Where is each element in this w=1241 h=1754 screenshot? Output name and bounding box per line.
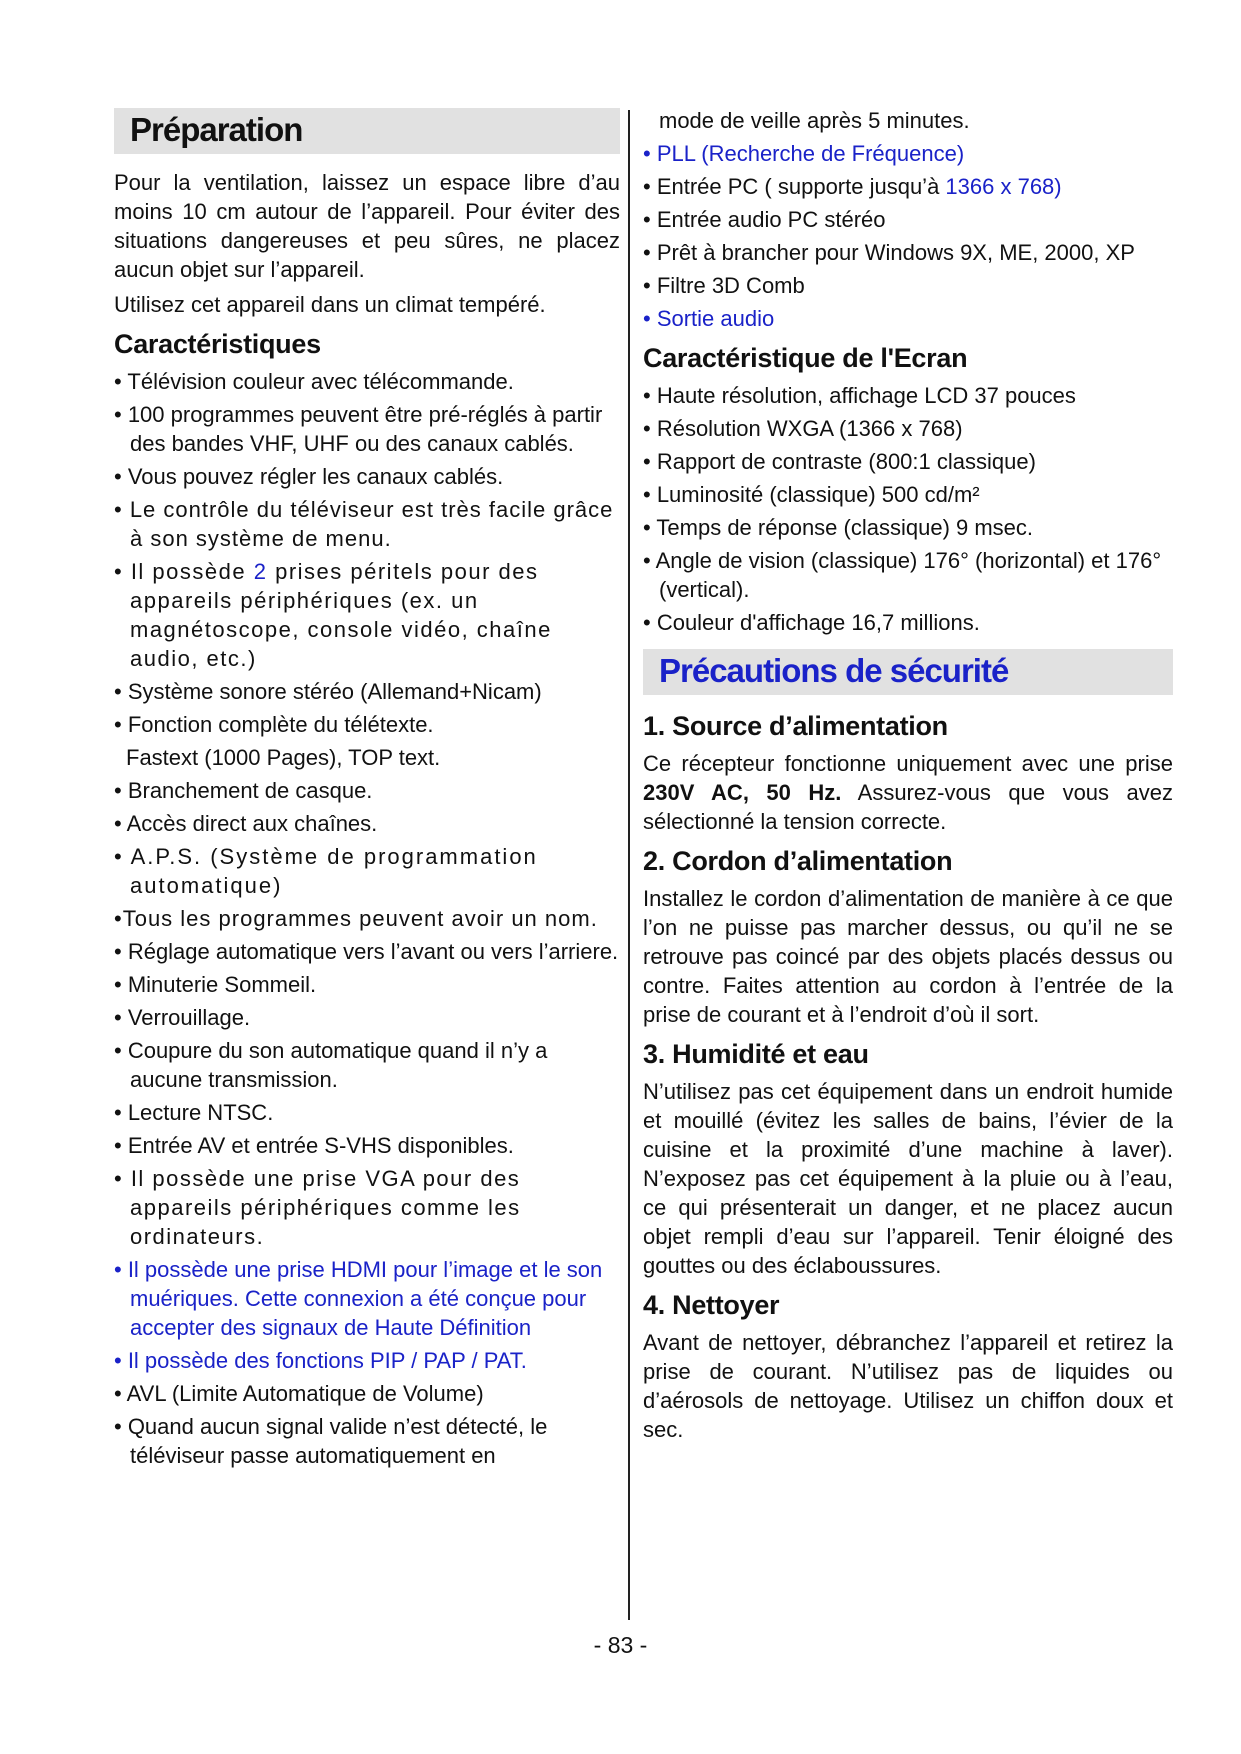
feature-item: • Fonction complète du télétexte. bbox=[114, 712, 434, 737]
feature-item: • AVL (Limite Automatique de Volume) bbox=[114, 1381, 484, 1406]
screen-feature-item: • Haute résolution, affichage LCD 37 pouces bbox=[643, 383, 1076, 408]
feature-item: • Filtre 3D Comb bbox=[643, 273, 805, 298]
features-heading: Caractéristiques bbox=[114, 329, 321, 359]
feature-item: • Coupure du son automatique quand il n’y a aucune transmission. bbox=[114, 1038, 548, 1092]
screen-features-list bbox=[643, 381, 1173, 637]
heading-power-source: 1. Source d’alimentation bbox=[643, 711, 948, 741]
feature-item-continuation: Fastext (1000 Pages), TOP text. bbox=[126, 745, 441, 770]
feature-item-continuation: mode de veille après 5 minutes. bbox=[659, 108, 970, 133]
paragraph-power-cord: Installez le cordon d’alimentation de manière à ce que l’on ne puisse pas marcher dessus, ou qu’il ne se retrouve pas coincé par des objets placés dessus ou contre. Faites attention au cordon à l’entrée de la prise de courant et à l’endroit d’où il sort. bbox=[643, 886, 1173, 1027]
feature-item-pll: • PLL (Recherche de Fréquence) bbox=[643, 141, 965, 166]
left-column bbox=[114, 106, 620, 1474]
feature-item: • Quand aucun signal valide n’est détecté, le téléviseur passe automatiquement en bbox=[114, 1414, 548, 1468]
page-number: - 83 - bbox=[593, 1632, 648, 1658]
intro-paragraph-ventilation: Pour la ventilation, laissez un espace libre d’au moins 10 cm autour de l’appareil. Pour éviter des situations dangereuses et peu sûres, ne placez aucun objet sur l’appareil. bbox=[114, 170, 620, 282]
screen-feature-item: • Couleur d'affichage 16,7 millions. bbox=[643, 610, 980, 635]
feature-item-pc-input bbox=[643, 172, 1173, 201]
screen-feature-item: • Résolution WXGA (1366 x 768) bbox=[643, 416, 963, 441]
screen-feature-item: • Angle de vision (classique) 176° (horizontal) et 176° (vertical). bbox=[643, 548, 1162, 602]
paragraph-cleaning: Avant de nettoyer, débranchez l’appareil et retirez la prise de courant. N’utilisez pas de liquides ou d’aérosols de nettoyage. Utilisez un chiffon doux et sec. bbox=[643, 1330, 1173, 1442]
feature-item: • Accès direct aux chaînes. bbox=[114, 811, 378, 836]
paragraph-text: Assurez-vous que vous avez sélectionné la tension correcte. bbox=[643, 780, 1173, 834]
feature-item: • A.P.S. (Système de programmation automatique) bbox=[114, 844, 538, 898]
screen-feature-item: • Luminosité (classique) 500 cd/m² bbox=[643, 482, 980, 507]
screen-feature-item: • Rapport de contraste (800:1 classique) bbox=[643, 449, 1036, 474]
heading-humidity: 3. Humidité et eau bbox=[643, 1039, 869, 1069]
feature-item: •Tous les programmes peuvent avoir un nom. bbox=[114, 906, 598, 931]
heading-power-cord: 2. Cordon d’alimentation bbox=[643, 846, 953, 876]
features-list bbox=[114, 367, 620, 1470]
feature-item: • Il possède une prise VGA pour des appareils périphériques comme les ordinateurs. bbox=[114, 1166, 521, 1249]
section-title-safety: Précautions de sécurité bbox=[643, 649, 1173, 695]
heading-cleaning: 4. Nettoyer bbox=[643, 1290, 780, 1320]
feature-item: • 100 programmes peuvent être pré-réglés à partir des bandes VHF, UHF ou des canaux cablés. bbox=[114, 402, 603, 456]
feature-item: • Branchement de casque. bbox=[114, 778, 373, 803]
feature-item: • Entrée AV et entrée S-VHS disponibles. bbox=[114, 1133, 514, 1158]
voltage-spec: 230V AC, 50 Hz. bbox=[643, 780, 842, 805]
feature-item: • Verrouillage. bbox=[114, 1005, 251, 1030]
screen-feature-item: • Temps de réponse (classique) 9 msec. bbox=[643, 515, 1034, 540]
section-title-preparation: Préparation bbox=[114, 108, 620, 154]
intro-paragraph-climate: Utilisez cet appareil dans un climat tempéré. bbox=[114, 292, 546, 317]
features-list-continued bbox=[643, 106, 1173, 333]
feature-text: • Il possède bbox=[114, 559, 254, 584]
feature-item: • Prêt à brancher pour Windows 9X, ME, 2000, XP bbox=[643, 240, 1135, 265]
feature-item-hdmi: • Il possède une prise HDMI pour l’image et le son muériques. Cette connexion a été conçue pour accepter des signaux de Haute Définition bbox=[114, 1257, 603, 1340]
feature-item: • Minuterie Sommeil. bbox=[114, 972, 317, 997]
pc-resolution: 1366 x 768) bbox=[945, 174, 1062, 199]
feature-item-pip: • Il possède des fonctions PIP / PAP / PAT. bbox=[114, 1348, 527, 1373]
feature-text: • Entrée PC ( supporte jusqu’à bbox=[643, 174, 946, 199]
feature-item: • Lecture NTSC. bbox=[114, 1100, 274, 1125]
scart-count: 2 bbox=[253, 559, 268, 584]
feature-item: • Entrée audio PC stéréo bbox=[643, 207, 886, 232]
feature-item: • Réglage automatique vers l’avant ou vers l’arriere. bbox=[114, 939, 619, 964]
paragraph-text: Ce récepteur fonctionne uniquement avec une prise bbox=[643, 751, 1173, 776]
paragraph-humidity: N’utilisez pas cet équipement dans un endroit humide et mouillé (évitez les salles de bains, l’évier de la cuisine et la proximité d’une machine à laver). N’exposez pas cet équipement à la pluie ou à l’eau, ce qui présenterait un danger, et ne placez aucun objet rempli d’eau sur l’appareil. Tenir éloigné des gouttes ou des éclaboussures. bbox=[643, 1079, 1173, 1278]
paragraph-power-source bbox=[643, 749, 1173, 836]
feature-item-audio-out: • Sortie audio bbox=[643, 306, 775, 331]
screen-features-heading: Caractéristique de l'Ecran bbox=[643, 343, 968, 373]
right-column bbox=[643, 106, 1173, 1450]
feature-item-scart bbox=[114, 557, 620, 673]
feature-item: • Vous pouvez régler les canaux cablés. bbox=[114, 464, 504, 489]
column-divider bbox=[628, 110, 630, 1620]
feature-item: • Le contrôle du téléviseur est très facile grâce à son système de menu. bbox=[114, 497, 614, 551]
feature-item: • Système sonore stéréo (Allemand+Nicam) bbox=[114, 679, 542, 704]
feature-item: • Télévision couleur avec télécommande. bbox=[114, 369, 514, 394]
feature-text: prises péritels pour des appareils périphériques (ex. un magnétoscope, console vidéo, chaîne audio, etc.) bbox=[130, 559, 552, 671]
